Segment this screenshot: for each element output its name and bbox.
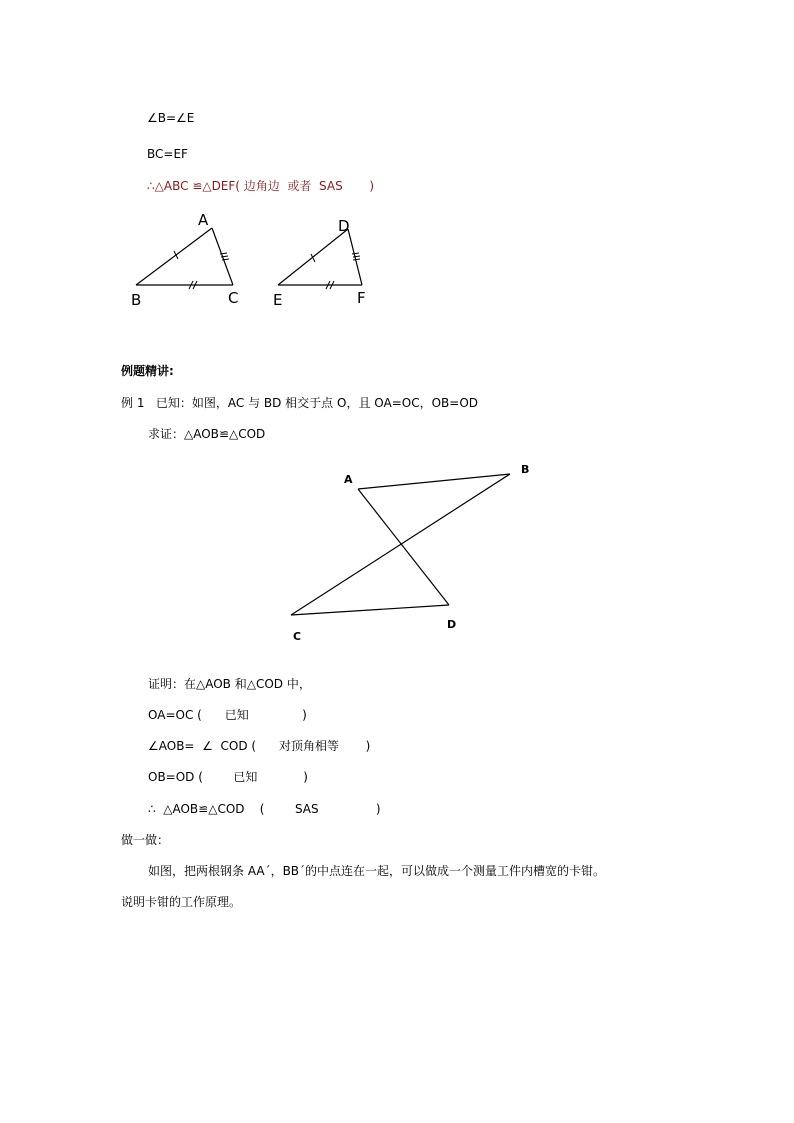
segment-ad: [358, 489, 449, 605]
proof-oa-oc: OA=OC ( 已知 ): [148, 708, 307, 722]
fig-label-c: C: [293, 630, 302, 643]
label-c: C: [228, 289, 239, 307]
proof-intro: 证明：在△AOB 和△COD 中，: [148, 677, 311, 691]
activity-description: 如图，把两根钢条 AA´，BB´的中点连在一起，可以做成一个测量工件内槽宽的卡钳。: [148, 864, 606, 878]
label-a: A: [198, 211, 209, 229]
proof-ob-od: OB=OD ( 已知 ): [148, 770, 308, 784]
activity-question: 说明卡钳的工作原理。: [121, 895, 242, 909]
fig-label-a: A: [344, 473, 353, 486]
segment-cd: [291, 605, 449, 615]
segment-bc: [291, 474, 510, 615]
proof-vertical-angles: ∠AOB= ∠ COD ( 对顶角相等 ): [148, 739, 371, 753]
proof-conclusion: ∴ △AOB≌△COD ( SAS ): [148, 802, 381, 816]
congruence-conclusion: ∴△ABC ≌△DEF( 边角边 或者 SAS ): [147, 179, 375, 193]
angle-b-equals-angle-e: ∠B=∠E: [147, 111, 195, 125]
bc-equals-ef: BC=EF: [147, 147, 188, 161]
example-given: 例 1 已知：如图，AC 与 BD 相交于点 O，且 OA=OC，OB=OD: [121, 396, 479, 410]
activity-heading: 做一做：: [121, 833, 170, 847]
label-e: E: [273, 291, 283, 309]
fig-label-b: B: [521, 463, 530, 476]
label-b: B: [131, 291, 142, 309]
label-f: F: [357, 289, 366, 307]
segment-ab: [358, 474, 510, 489]
label-d: D: [338, 217, 350, 235]
fig-label-d: D: [447, 618, 457, 631]
example-prove: 求证：△AOB≌△COD: [148, 427, 266, 441]
example-heading: 例题精讲:: [121, 364, 174, 378]
